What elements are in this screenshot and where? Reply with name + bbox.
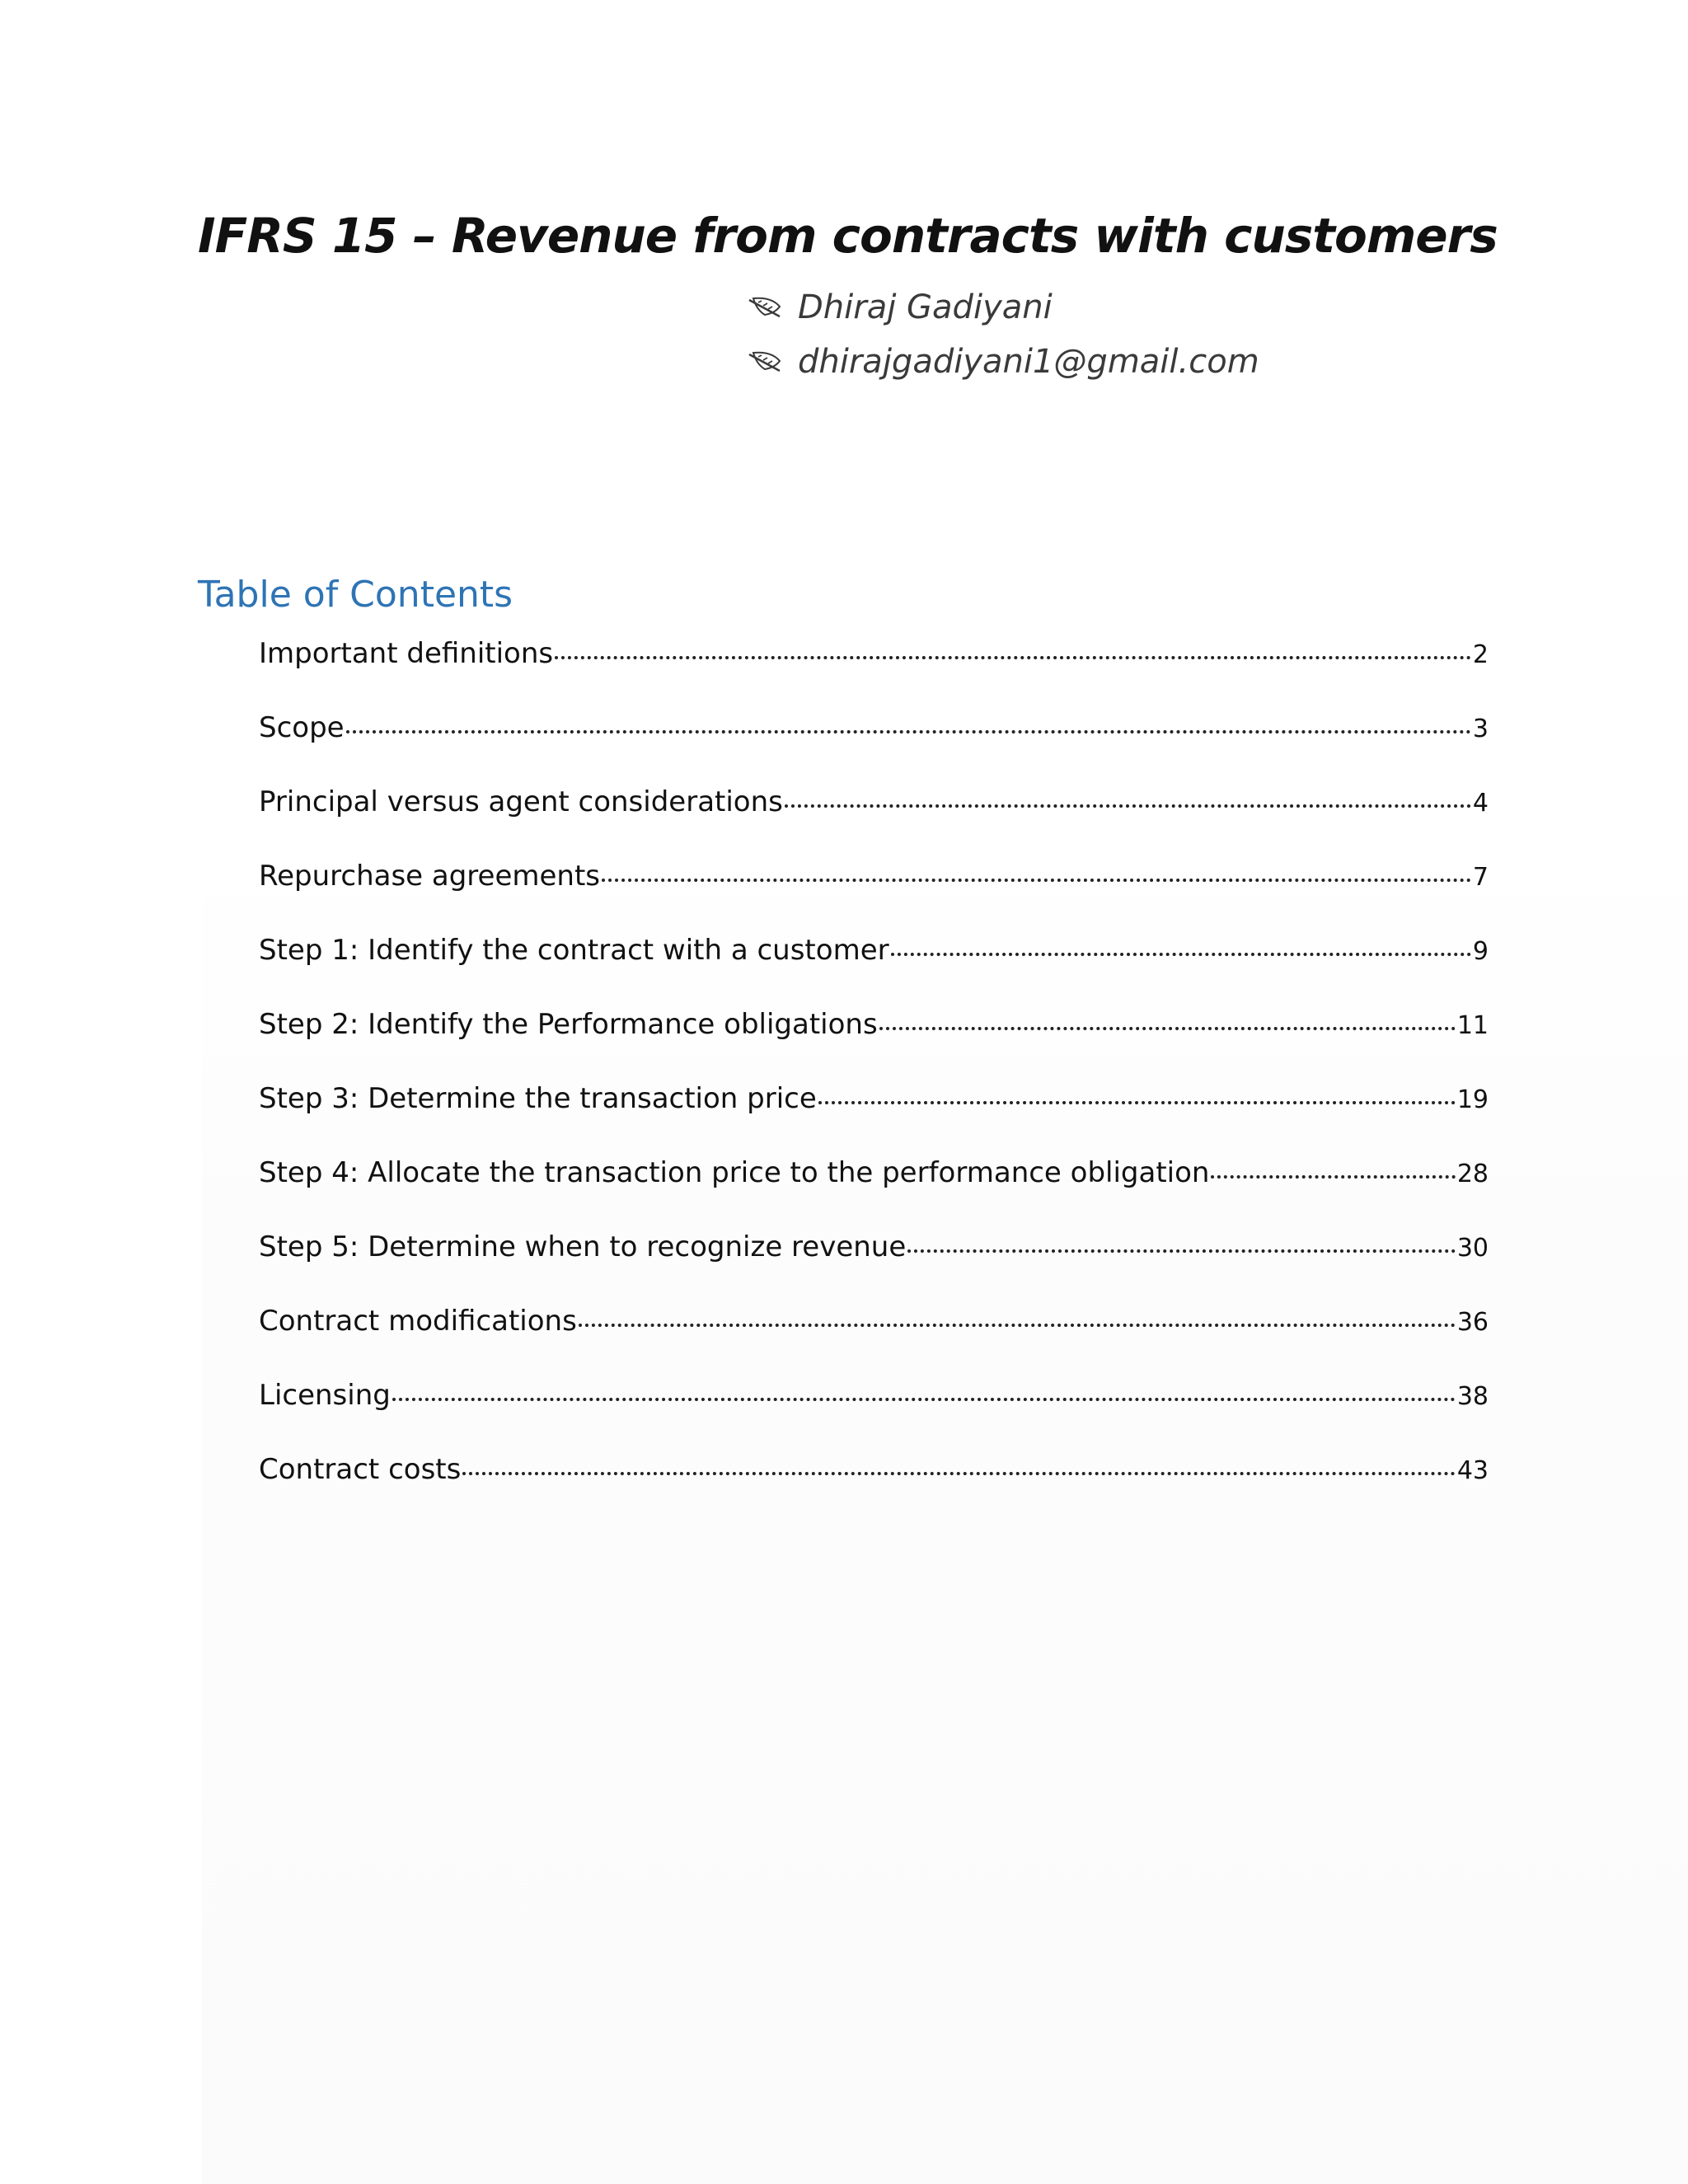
toc-entry[interactable] bbox=[259, 1082, 1489, 1156]
toc-entry-page: 2 bbox=[1472, 640, 1489, 669]
dot-leader bbox=[602, 879, 1471, 882]
toc-entry[interactable] bbox=[259, 637, 1489, 711]
dot-leader bbox=[891, 953, 1471, 956]
dot-leader bbox=[818, 1101, 1456, 1104]
author-email: dhirajgadiyani1@gmail.com bbox=[798, 343, 1259, 381]
toc-entry-page: 36 bbox=[1456, 1308, 1489, 1337]
dot-leader bbox=[879, 1027, 1456, 1030]
toc-entry[interactable] bbox=[259, 1379, 1489, 1453]
dot-leader bbox=[555, 656, 1471, 659]
toc-entry-label: Scope bbox=[259, 711, 345, 744]
dot-leader bbox=[346, 730, 1471, 733]
feather-pen-icon bbox=[747, 349, 785, 374]
toc-entry-label: Step 2: Identify the Performance obligations bbox=[259, 1008, 878, 1041]
dot-leader bbox=[579, 1324, 1456, 1327]
toc-entry[interactable] bbox=[259, 1156, 1489, 1230]
dot-leader bbox=[907, 1249, 1456, 1253]
toc-entry-label: Step 1: Identify the contract with a customer bbox=[259, 934, 889, 967]
toc-entry[interactable] bbox=[259, 1230, 1489, 1305]
toc-entry-page: 4 bbox=[1472, 789, 1489, 818]
toc-entry[interactable] bbox=[259, 785, 1489, 860]
toc-entry-page: 3 bbox=[1472, 715, 1489, 743]
author-line bbox=[747, 288, 1053, 326]
toc-entry[interactable] bbox=[259, 1008, 1489, 1082]
toc-list bbox=[259, 637, 1489, 1527]
toc-entry[interactable] bbox=[259, 711, 1489, 785]
toc-entry-page: 19 bbox=[1456, 1085, 1489, 1114]
toc-heading: Table of Contents bbox=[198, 574, 513, 616]
dot-leader bbox=[785, 804, 1471, 808]
feather-pen-icon bbox=[747, 295, 785, 320]
toc-entry-page: 28 bbox=[1456, 1160, 1489, 1188]
toc-entry-label: Step 3: Determine the transaction price bbox=[259, 1082, 817, 1115]
toc-entry-page: 9 bbox=[1472, 937, 1489, 966]
toc-entry-page: 30 bbox=[1456, 1234, 1489, 1263]
toc-entry-page: 43 bbox=[1456, 1456, 1489, 1485]
toc-entry-label: Contract costs bbox=[259, 1453, 462, 1486]
toc-entry[interactable] bbox=[259, 934, 1489, 1008]
toc-entry-label: Repurchase agreements bbox=[259, 860, 601, 893]
toc-entry-label: Step 5: Determine when to recognize revenue bbox=[259, 1230, 907, 1263]
toc-entry-page: 38 bbox=[1456, 1382, 1489, 1411]
dot-leader bbox=[392, 1398, 1456, 1401]
email-line bbox=[747, 343, 1259, 381]
toc-entry[interactable] bbox=[259, 860, 1489, 934]
toc-entry-page: 7 bbox=[1472, 863, 1489, 892]
document-title: IFRS 15 – Revenue from contracts with customers bbox=[198, 208, 1498, 264]
toc-entry-label: Principal versus agent considerations bbox=[259, 785, 783, 818]
toc-entry-label: Contract modifications bbox=[259, 1305, 577, 1338]
toc-entry-page: 11 bbox=[1456, 1011, 1489, 1040]
toc-entry-label: Licensing bbox=[259, 1379, 391, 1412]
dot-leader bbox=[1211, 1175, 1455, 1179]
dot-leader bbox=[462, 1472, 1455, 1475]
toc-entry[interactable] bbox=[259, 1305, 1489, 1379]
author-name: Dhiraj Gadiyani bbox=[798, 288, 1053, 326]
toc-entry-label: Important definitions bbox=[259, 637, 554, 670]
toc-entry-label: Step 4: Allocate the transaction price to the performance obligation bbox=[259, 1156, 1210, 1189]
toc-entry[interactable] bbox=[259, 1453, 1489, 1527]
